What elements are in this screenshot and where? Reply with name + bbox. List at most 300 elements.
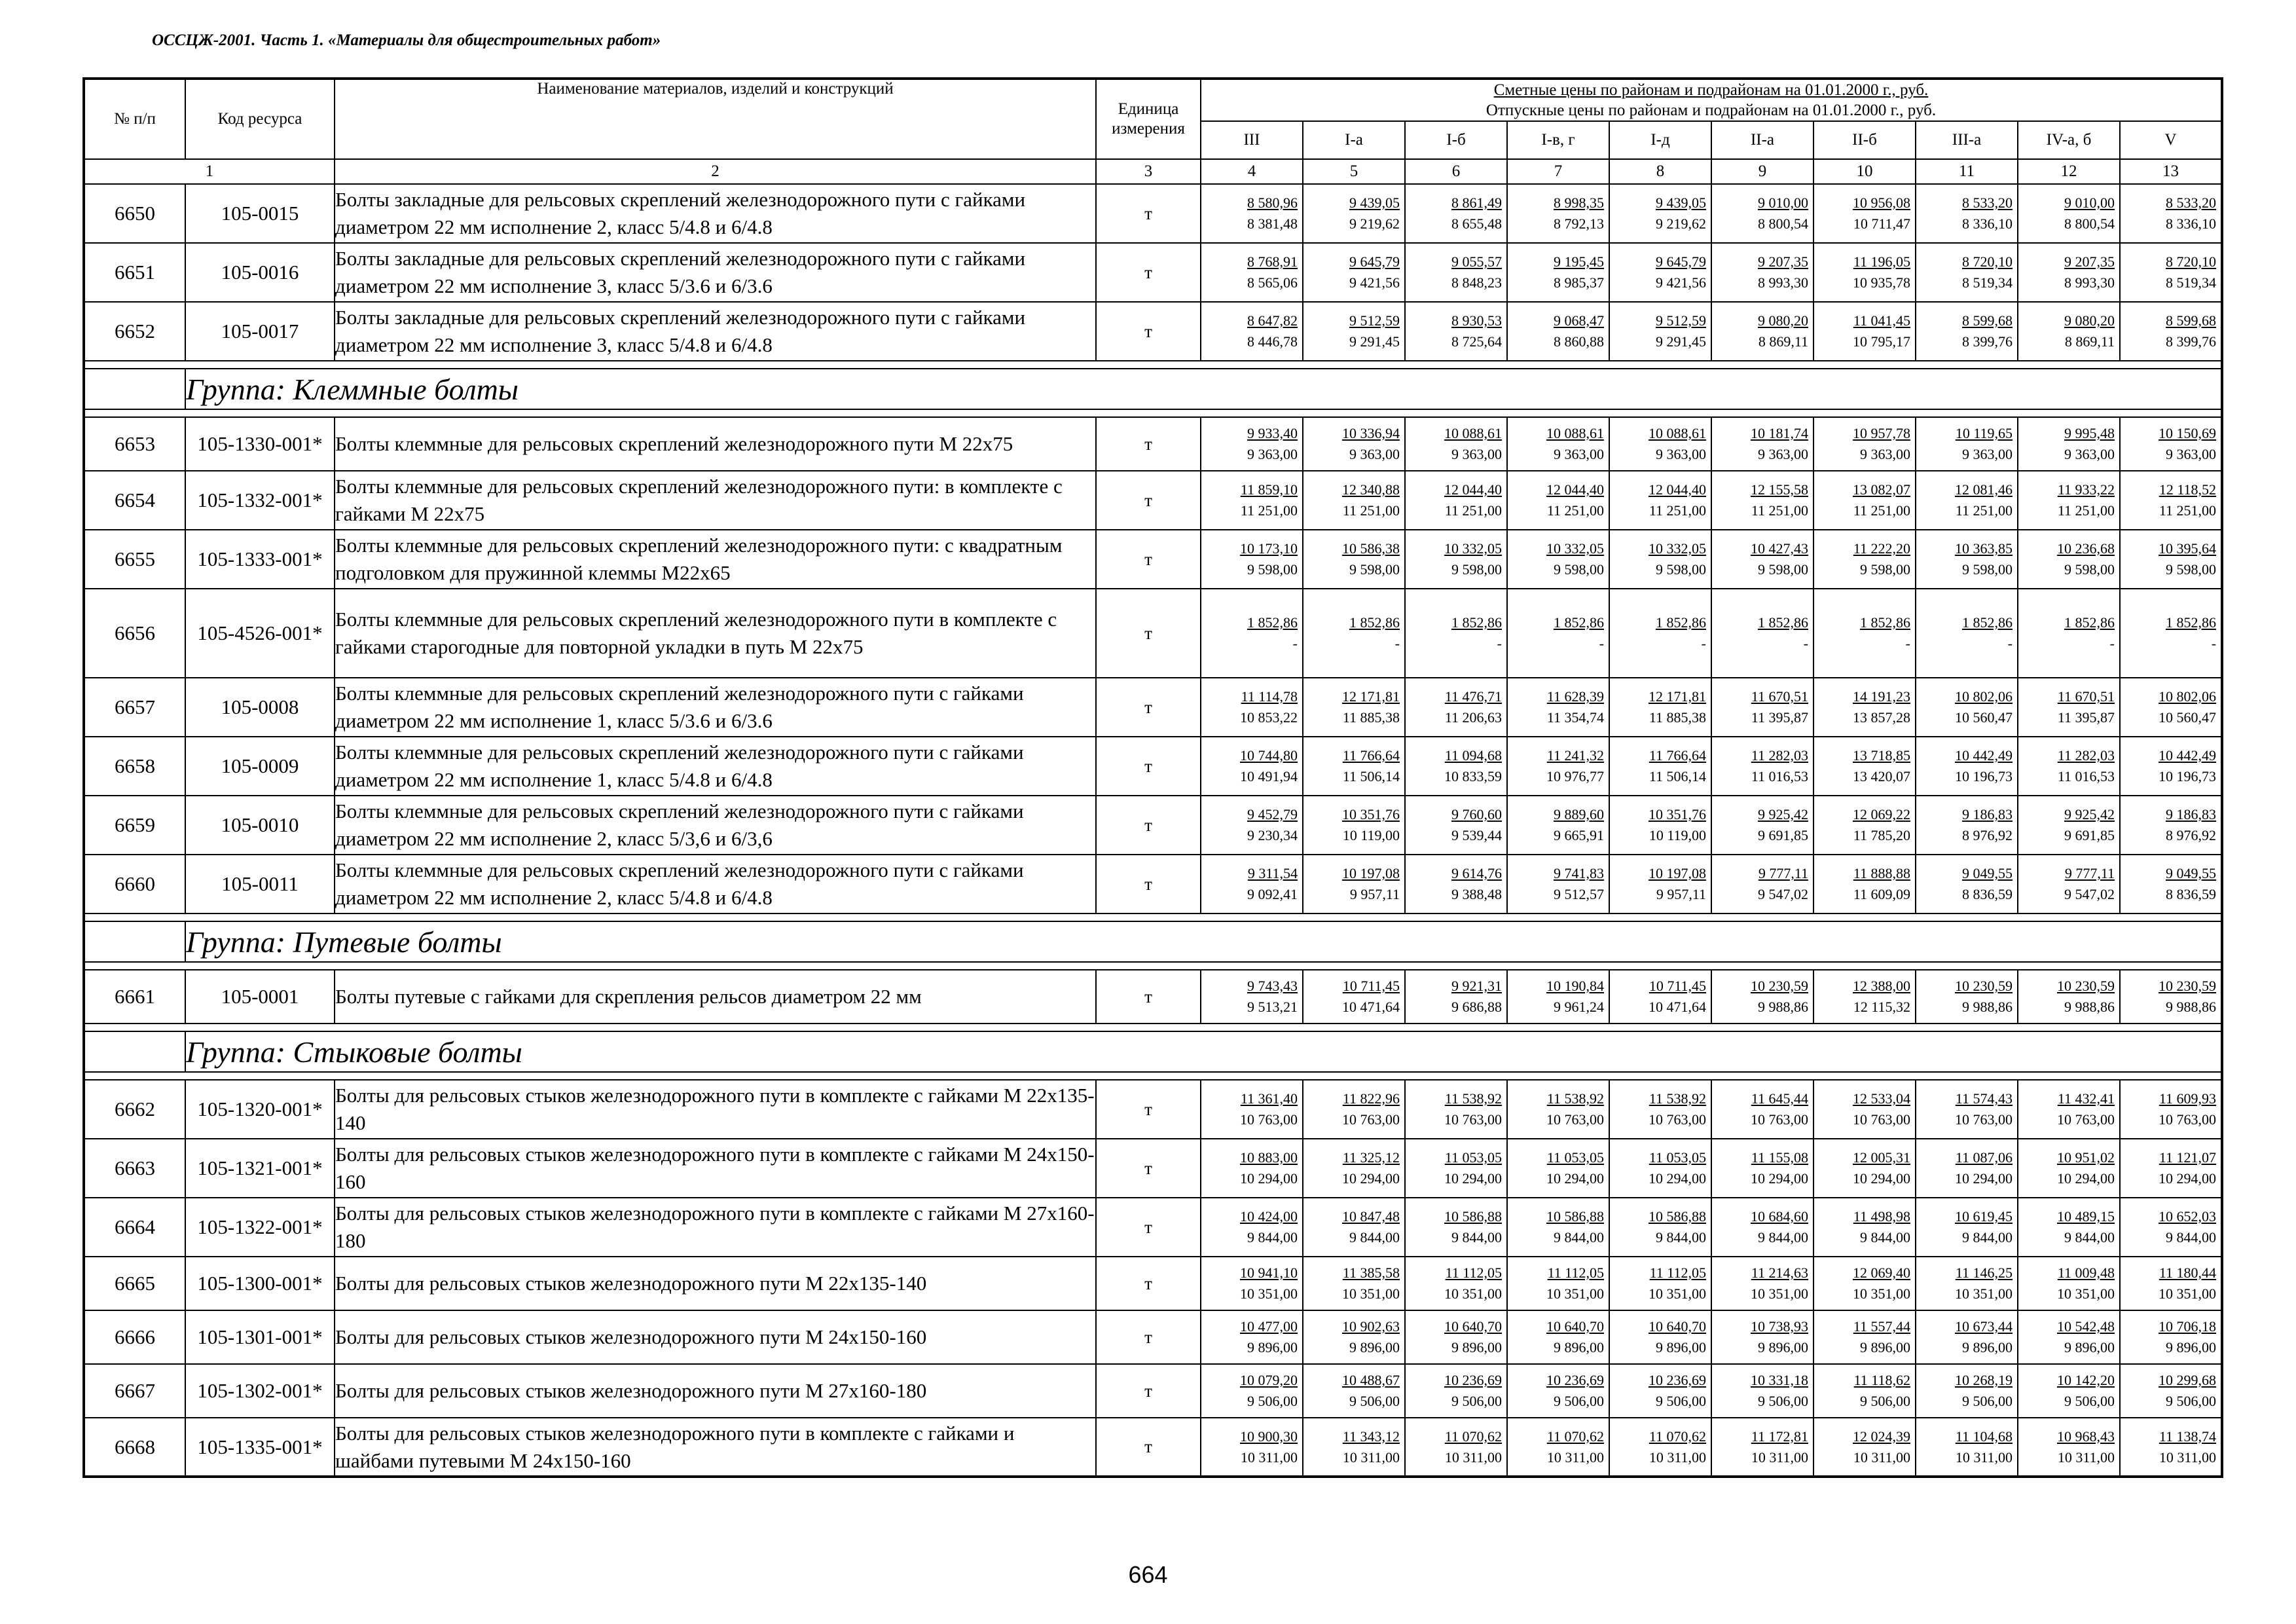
- estimate-price: 11 070,62: [1546, 1428, 1604, 1445]
- estimate-price: 11 041,45: [1853, 312, 1910, 329]
- estimate-price: 9 439,05: [1656, 194, 1706, 211]
- unit-of-measure: т: [1096, 589, 1201, 678]
- estimate-price: 10 142,20: [2057, 1372, 2115, 1388]
- estimate-price: 10 442,49: [2159, 747, 2217, 764]
- estimate-price: 11 087,06: [1955, 1149, 2013, 1166]
- release-price: 10 294,00: [1342, 1170, 1400, 1187]
- release-price: 8 336,10: [1962, 215, 2013, 232]
- page-number: 664: [1128, 1561, 1168, 1588]
- unit-of-measure: т: [1096, 1257, 1201, 1310]
- estimate-price: 10 197,08: [1649, 865, 1706, 881]
- row-number: 6664: [84, 1198, 185, 1257]
- release-price: 9 598,00: [1247, 561, 1298, 578]
- release-price: 8 836,59: [2166, 886, 2217, 902]
- header-district: III-а: [1916, 121, 2018, 159]
- estimate-price: 10 150,69: [2159, 425, 2217, 441]
- release-price: 9 363,00: [1962, 446, 2013, 462]
- estimate-price: 10 181,74: [1751, 425, 1808, 441]
- release-price: 10 763,00: [1546, 1111, 1604, 1128]
- estimate-price: 9 889,60: [1554, 806, 1604, 822]
- price-cell: [1405, 1257, 1507, 1310]
- material-name: Болты для рельсовых стыков железнодорожного пути в комплекте с гайками и шайбами путевыми М 24х150-160: [335, 1418, 1096, 1477]
- price-cell: [1916, 1418, 2018, 1477]
- price-cell: [2018, 1080, 2120, 1139]
- release-price: 8 993,30: [1758, 274, 1808, 291]
- unit-of-measure: т: [1096, 1418, 1201, 1477]
- table-row: [84, 1198, 2222, 1257]
- estimate-price: 11 112,05: [1547, 1264, 1604, 1281]
- estimate-price: 10 363,85: [1955, 540, 2013, 557]
- resource-code: 105-1321-001*: [185, 1139, 335, 1198]
- release-price: 13 857,28: [1853, 709, 1910, 726]
- release-price: 8 869,11: [2064, 333, 2115, 350]
- release-price: 8 725,64: [1451, 333, 1502, 350]
- estimate-price: 10 900,30: [1240, 1428, 1298, 1445]
- release-price: 9 219,62: [1349, 215, 1400, 232]
- release-price: -: [2007, 635, 2013, 652]
- release-price: 11 251,00: [1444, 502, 1502, 519]
- estimate-price: 9 925,42: [2064, 806, 2115, 822]
- price-cell: [1813, 855, 1916, 913]
- estimate-price: 10 640,70: [1649, 1318, 1706, 1335]
- estimate-price: 10 489,15: [2057, 1208, 2115, 1225]
- unit-of-measure: т: [1096, 1139, 1201, 1198]
- price-cell: [1711, 678, 1813, 737]
- resource-code: 105-1320-001*: [185, 1080, 335, 1139]
- release-price: 11 251,00: [1240, 502, 1298, 519]
- column-index: 4: [1201, 159, 1303, 184]
- price-cell: [1813, 737, 1916, 796]
- estimate-price: 11 538,92: [1546, 1090, 1604, 1107]
- release-price: 11 885,38: [1649, 709, 1706, 726]
- release-price: 8 800,54: [1758, 215, 1808, 232]
- release-price: 10 763,00: [1649, 1111, 1706, 1128]
- release-price: 9 957,11: [1349, 886, 1400, 902]
- estimate-price: 11 053,05: [1444, 1149, 1502, 1166]
- price-cell: [2120, 1139, 2222, 1198]
- release-price: 10 351,00: [1342, 1285, 1400, 1302]
- header-estimate-prices: Сметные цены по районам и подрайонам на 01.01.2000 г., руб.: [1493, 81, 1929, 99]
- group-title: Группа: Стыковые болты: [185, 1031, 2222, 1072]
- header-row-indices: [84, 159, 2222, 184]
- release-price: 8 519,34: [1962, 274, 2013, 291]
- estimate-price: 10 673,44: [1955, 1318, 2013, 1335]
- column-index: 11: [1916, 159, 2018, 184]
- estimate-price: 10 088,61: [1546, 425, 1604, 441]
- release-price: 11 251,00: [1649, 502, 1706, 519]
- price-cell: [1813, 417, 1916, 471]
- price-cell: [1711, 737, 1813, 796]
- estimate-price: 12 118,52: [2159, 481, 2217, 498]
- release-price: 10 763,00: [2159, 1111, 2217, 1128]
- table-row: [84, 1418, 2222, 1477]
- resource-code: 105-0001: [185, 970, 335, 1024]
- estimate-price: 8 720,10: [1962, 253, 2013, 270]
- price-cell: [1507, 1257, 1609, 1310]
- estimate-price: 10 619,45: [1955, 1208, 2013, 1225]
- release-price: 10 763,00: [1751, 1111, 1808, 1128]
- price-cell: [1405, 1418, 1507, 1477]
- estimate-price: 11 432,41: [2057, 1090, 2115, 1107]
- release-price: 8 792,13: [1554, 215, 1604, 232]
- release-price: 9 291,45: [1349, 333, 1400, 350]
- estimate-price: 11 498,98: [1853, 1208, 1910, 1225]
- estimate-price: 10 711,45: [1649, 978, 1706, 994]
- estimate-price: 10 236,69: [1546, 1372, 1604, 1388]
- price-cell: [1711, 1139, 1813, 1198]
- release-price: 8 446,78: [1247, 333, 1298, 350]
- release-price: 10 351,00: [2159, 1285, 2217, 1302]
- price-cell: [1916, 737, 2018, 796]
- estimate-price: 9 925,42: [1758, 806, 1808, 822]
- price-cell: [1609, 1310, 1711, 1364]
- column-index: 3: [1096, 159, 1201, 184]
- header-num: № п/п: [84, 79, 185, 159]
- price-cell: [2018, 970, 2120, 1024]
- release-price: 9 598,00: [1451, 561, 1502, 578]
- estimate-price: 10 332,05: [1546, 540, 1604, 557]
- price-cell: [1405, 1080, 1507, 1139]
- price-cell: [1916, 184, 2018, 243]
- estimate-price: 10 586,88: [1546, 1208, 1604, 1225]
- separator-cell: [84, 1072, 2222, 1080]
- release-price: 9 844,00: [1349, 1229, 1400, 1246]
- release-price: 11 609,09: [1853, 886, 1910, 902]
- estimate-price: 9 049,55: [2166, 865, 2217, 881]
- material-name: Болты для рельсовых стыков железнодорожного пути в комплекте с гайками М 24х150-160: [335, 1139, 1096, 1198]
- price-cell: [2018, 1364, 2120, 1418]
- row-number: 6668: [84, 1418, 185, 1477]
- resource-code: 105-1333-001*: [185, 530, 335, 589]
- estimate-price: 1 852,86: [1554, 614, 1604, 631]
- release-price: 10 311,00: [1444, 1449, 1502, 1466]
- release-price: 10 294,00: [1649, 1170, 1706, 1187]
- estimate-price: 11 172,81: [1751, 1428, 1808, 1445]
- price-cell: [1405, 589, 1507, 678]
- release-price: 9 988,86: [2064, 999, 2115, 1015]
- estimate-price: 11 214,63: [1751, 1264, 1808, 1281]
- group-title: Группа: Клеммные болты: [185, 369, 2222, 409]
- release-price: 10 763,00: [1444, 1111, 1502, 1128]
- price-cell: [1813, 678, 1916, 737]
- price-cell: [2018, 678, 2120, 737]
- price-cell: [1405, 855, 1507, 913]
- estimate-price: 9 207,35: [1758, 253, 1808, 270]
- price-cell: [1609, 796, 1711, 855]
- table-row: [84, 796, 2222, 855]
- release-price: 11 251,00: [1546, 502, 1604, 519]
- estimate-price: 8 580,96: [1247, 194, 1298, 211]
- release-price: 10 351,00: [1955, 1285, 2013, 1302]
- release-price: 11 251,00: [1955, 502, 2013, 519]
- release-price: 11 251,00: [2057, 502, 2115, 519]
- header-code: Код ресурса: [185, 79, 335, 159]
- release-price: 10 976,77: [1546, 768, 1604, 784]
- release-price: -: [1905, 635, 1910, 652]
- estimate-price: 11 538,92: [1649, 1090, 1706, 1107]
- estimate-price: 10 488,67: [1342, 1372, 1400, 1388]
- material-name: Болты путевые с гайками для скрепления рельсов диаметром 22 мм: [335, 970, 1096, 1024]
- estimate-price: 11 670,51: [1751, 688, 1808, 705]
- estimate-price: 11 121,07: [2159, 1149, 2217, 1166]
- estimate-price: 11 094,68: [1444, 747, 1502, 764]
- price-cell: [2018, 1418, 2120, 1477]
- table-row: [84, 737, 2222, 796]
- estimate-price: 1 852,86: [2064, 614, 2115, 631]
- price-cell: [1813, 243, 1916, 302]
- estimate-price: 9 743,43: [1247, 978, 1298, 994]
- release-price: 10 351,00: [1649, 1285, 1706, 1302]
- price-cell: [1507, 589, 1609, 678]
- release-price: 9 506,00: [1656, 1393, 1706, 1409]
- group-spacer: [84, 369, 185, 409]
- price-cell: [1303, 1080, 1405, 1139]
- release-price: 10 311,00: [1546, 1449, 1604, 1466]
- estimate-price: 9 933,40: [1247, 425, 1298, 441]
- release-price: 9 844,00: [1247, 1229, 1298, 1246]
- estimate-price: 10 744,80: [1240, 747, 1298, 764]
- table-row: [84, 855, 2222, 913]
- estimate-price: 9 741,83: [1554, 865, 1604, 881]
- row-number: 6650: [84, 184, 185, 243]
- release-price: 10 311,00: [1955, 1449, 2013, 1466]
- price-cell: [1813, 796, 1916, 855]
- release-price: 9 691,85: [1758, 827, 1808, 843]
- estimate-price: 1 852,86: [1247, 614, 1298, 631]
- table-row: [84, 1139, 2222, 1198]
- price-cell: [2018, 1198, 2120, 1257]
- estimate-price: 12 024,39: [1853, 1428, 1910, 1445]
- price-cell: [1507, 855, 1609, 913]
- release-price: 8 381,48: [1247, 215, 1298, 232]
- price-cell: [1507, 678, 1609, 737]
- release-price: 11 016,53: [1751, 768, 1808, 784]
- price-cell: [1303, 1310, 1405, 1364]
- release-price: 9 896,00: [1451, 1339, 1502, 1356]
- price-cell: [1609, 589, 1711, 678]
- price-cell: [1201, 1198, 1303, 1257]
- release-price: 9 363,00: [2166, 446, 2217, 462]
- release-price: 9 598,00: [1860, 561, 1910, 578]
- price-cell: [1201, 796, 1303, 855]
- release-price: 9 598,00: [1349, 561, 1400, 578]
- estimate-price: 9 186,83: [1962, 806, 2013, 822]
- estimate-price: 11 645,44: [1751, 1090, 1808, 1107]
- estimate-price: 11 138,74: [2159, 1428, 2217, 1445]
- price-cell: [1609, 1198, 1711, 1257]
- release-price: 10 795,17: [1853, 333, 1910, 350]
- release-price: 8 519,34: [2166, 274, 2217, 291]
- unit-of-measure: т: [1096, 1364, 1201, 1418]
- release-price: 9 506,00: [1962, 1393, 2013, 1409]
- price-cell: [1507, 417, 1609, 471]
- table-row: [84, 184, 2222, 243]
- release-price: 9 844,00: [1758, 1229, 1808, 1246]
- price-cell: [1916, 1257, 2018, 1310]
- price-cell: [2018, 855, 2120, 913]
- price-cell: [2120, 184, 2222, 243]
- separator-cell: [84, 361, 2222, 369]
- resource-code: 105-0009: [185, 737, 335, 796]
- estimate-price: 9 452,79: [1247, 806, 1298, 822]
- material-name: Болты закладные для рельсовых скреплений железнодорожного пути с гайками диаметром 22 мм исполнение 3, класс 5/3.6 и 6/3.6: [335, 243, 1096, 302]
- release-price: 10 294,00: [1546, 1170, 1604, 1187]
- price-cell: [1609, 417, 1711, 471]
- release-price: 9 230,34: [1247, 827, 1298, 843]
- estimate-price: 10 331,18: [1751, 1372, 1808, 1388]
- resource-code: 105-1322-001*: [185, 1198, 335, 1257]
- release-price: 11 395,87: [2057, 709, 2115, 726]
- release-price: 9 896,00: [2064, 1339, 2115, 1356]
- price-cell: [1916, 855, 2018, 913]
- release-price: 10 471,64: [1649, 999, 1706, 1015]
- release-price: 9 219,62: [1656, 215, 1706, 232]
- price-cell: [1201, 1257, 1303, 1310]
- price-cell: [1609, 855, 1711, 913]
- price-cell: [1916, 243, 2018, 302]
- price-cell: [1405, 184, 1507, 243]
- estimate-price: 9 010,00: [1758, 194, 1808, 211]
- price-cell: [1711, 471, 1813, 530]
- estimate-price: 9 995,48: [2064, 425, 2115, 441]
- estimate-price: 9 055,57: [1451, 253, 1502, 270]
- separator-cell: [84, 409, 2222, 417]
- estimate-price: 11 609,93: [2159, 1090, 2217, 1107]
- estimate-price: 12 044,40: [1546, 481, 1604, 498]
- release-price: 8 976,92: [2166, 827, 2217, 843]
- table-row: [84, 471, 2222, 530]
- release-price: 9 598,00: [1554, 561, 1604, 578]
- estimate-price: 9 760,60: [1451, 806, 1502, 822]
- release-price: 10 763,00: [2057, 1111, 2115, 1128]
- row-number: 6654: [84, 471, 185, 530]
- release-price: 11 251,00: [1342, 502, 1400, 519]
- release-price: 9 363,00: [1656, 446, 1706, 462]
- price-cell: [1405, 678, 1507, 737]
- group-spacer: [84, 921, 185, 962]
- price-cell: [1201, 302, 1303, 361]
- release-price: 9 598,00: [2064, 561, 2115, 578]
- price-cell: [1201, 243, 1303, 302]
- price-cell: [1201, 855, 1303, 913]
- price-cell: [1711, 417, 1813, 471]
- release-price: 10 119,00: [1649, 827, 1706, 843]
- release-price: 9 513,21: [1247, 999, 1298, 1015]
- release-price: -: [1497, 635, 1502, 652]
- header-district: IV-а, б: [2018, 121, 2120, 159]
- release-price: 10 294,00: [2159, 1170, 2217, 1187]
- release-price: 10 311,00: [1751, 1449, 1808, 1466]
- release-price: 9 506,00: [1247, 1393, 1298, 1409]
- row-number: 6660: [84, 855, 185, 913]
- price-cell: [1813, 471, 1916, 530]
- estimate-price: 10 268,19: [1955, 1372, 2013, 1388]
- price-cell: [1405, 471, 1507, 530]
- estimate-price: 11 361,40: [1240, 1090, 1298, 1107]
- estimate-price: 8 599,68: [1962, 312, 2013, 329]
- release-price: 9 506,00: [1451, 1393, 1502, 1409]
- estimate-price: 10 230,59: [2159, 978, 2217, 994]
- release-price: 11 395,87: [1751, 709, 1808, 726]
- price-cell: [1201, 417, 1303, 471]
- price-cell: [1507, 243, 1609, 302]
- price-cell: [1507, 471, 1609, 530]
- release-price: 10 294,00: [1751, 1170, 1808, 1187]
- price-cell: [1303, 1364, 1405, 1418]
- release-price: 10 833,59: [1444, 768, 1502, 784]
- unit-of-measure: т: [1096, 970, 1201, 1024]
- resource-code: 105-1300-001*: [185, 1257, 335, 1310]
- estimate-price: 10 706,18: [2159, 1318, 2217, 1335]
- estimate-price: 8 647,82: [1247, 312, 1298, 329]
- release-price: 10 351,00: [1853, 1285, 1910, 1302]
- price-cell: [1916, 1080, 2018, 1139]
- release-price: 9 506,00: [1860, 1393, 1910, 1409]
- release-price: 9 844,00: [1860, 1229, 1910, 1246]
- material-name: Болты клеммные для рельсовых скреплений железнодорожного пути с гайками диаметром 22 мм исполнение 2, класс 5/3,6 и 6/3,6: [335, 796, 1096, 855]
- release-price: 10 935,78: [1853, 274, 1910, 291]
- release-price: 9 844,00: [1451, 1229, 1502, 1246]
- estimate-price: 11 241,32: [1546, 747, 1604, 764]
- price-cell: [1405, 530, 1507, 589]
- estimate-price: 10 957,78: [1853, 425, 1910, 441]
- release-price: 9 896,00: [1860, 1339, 1910, 1356]
- price-cell: [1609, 243, 1711, 302]
- estimate-price: 9 186,83: [2166, 806, 2217, 822]
- release-price: 8 800,54: [2064, 215, 2115, 232]
- header-row-1: [84, 79, 2222, 121]
- column-index: 7: [1507, 159, 1609, 184]
- unit-of-measure: т: [1096, 1080, 1201, 1139]
- release-price: 10 311,00: [1240, 1449, 1298, 1466]
- release-price: 9 506,00: [1554, 1393, 1604, 1409]
- release-price: 9 691,85: [2064, 827, 2115, 843]
- release-price: 9 961,24: [1554, 999, 1604, 1015]
- release-price: 9 421,56: [1656, 274, 1706, 291]
- release-price: 8 993,30: [2064, 274, 2115, 291]
- release-price: 10 763,00: [1853, 1111, 1910, 1128]
- estimate-price: 12 340,88: [1342, 481, 1400, 498]
- header-unit: Единица измерения: [1096, 79, 1201, 159]
- row-number: 6652: [84, 302, 185, 361]
- price-cell: [2018, 471, 2120, 530]
- estimate-price: 10 684,60: [1751, 1208, 1808, 1225]
- row-number: 6661: [84, 970, 185, 1024]
- price-cell: [1507, 970, 1609, 1024]
- estimate-price: 1 852,86: [1758, 614, 1808, 631]
- release-price: 11 251,00: [2159, 502, 2217, 519]
- price-cell: [2018, 417, 2120, 471]
- estimate-price: 9 439,05: [1349, 194, 1400, 211]
- release-price: 9 363,00: [1349, 446, 1400, 462]
- price-cell: [1201, 1139, 1303, 1198]
- estimate-price: 11 196,05: [1853, 253, 1910, 270]
- release-price: 10 311,00: [2057, 1449, 2115, 1466]
- header-district: I-д: [1609, 121, 1711, 159]
- price-cell: [1303, 796, 1405, 855]
- material-name: Болты для рельсовых стыков железнодорожного пути в комплекте с гайками М 22х135-140: [335, 1080, 1096, 1139]
- price-cell: [1405, 737, 1507, 796]
- price-cell: [1507, 184, 1609, 243]
- material-name: Болты клеммные для рельсовых скреплений железнодорожного пути: с квадратным подголовком для пружинной клеммы М22х65: [335, 530, 1096, 589]
- release-price: 11 251,00: [1751, 502, 1808, 519]
- release-price: 10 294,00: [1853, 1170, 1910, 1187]
- release-price: 8 860,88: [1554, 333, 1604, 350]
- release-price: 10 351,00: [1546, 1285, 1604, 1302]
- estimate-price: 10 652,03: [2159, 1208, 2217, 1225]
- release-price: 9 539,44: [1451, 827, 1502, 843]
- release-price: 9 896,00: [1758, 1339, 1808, 1356]
